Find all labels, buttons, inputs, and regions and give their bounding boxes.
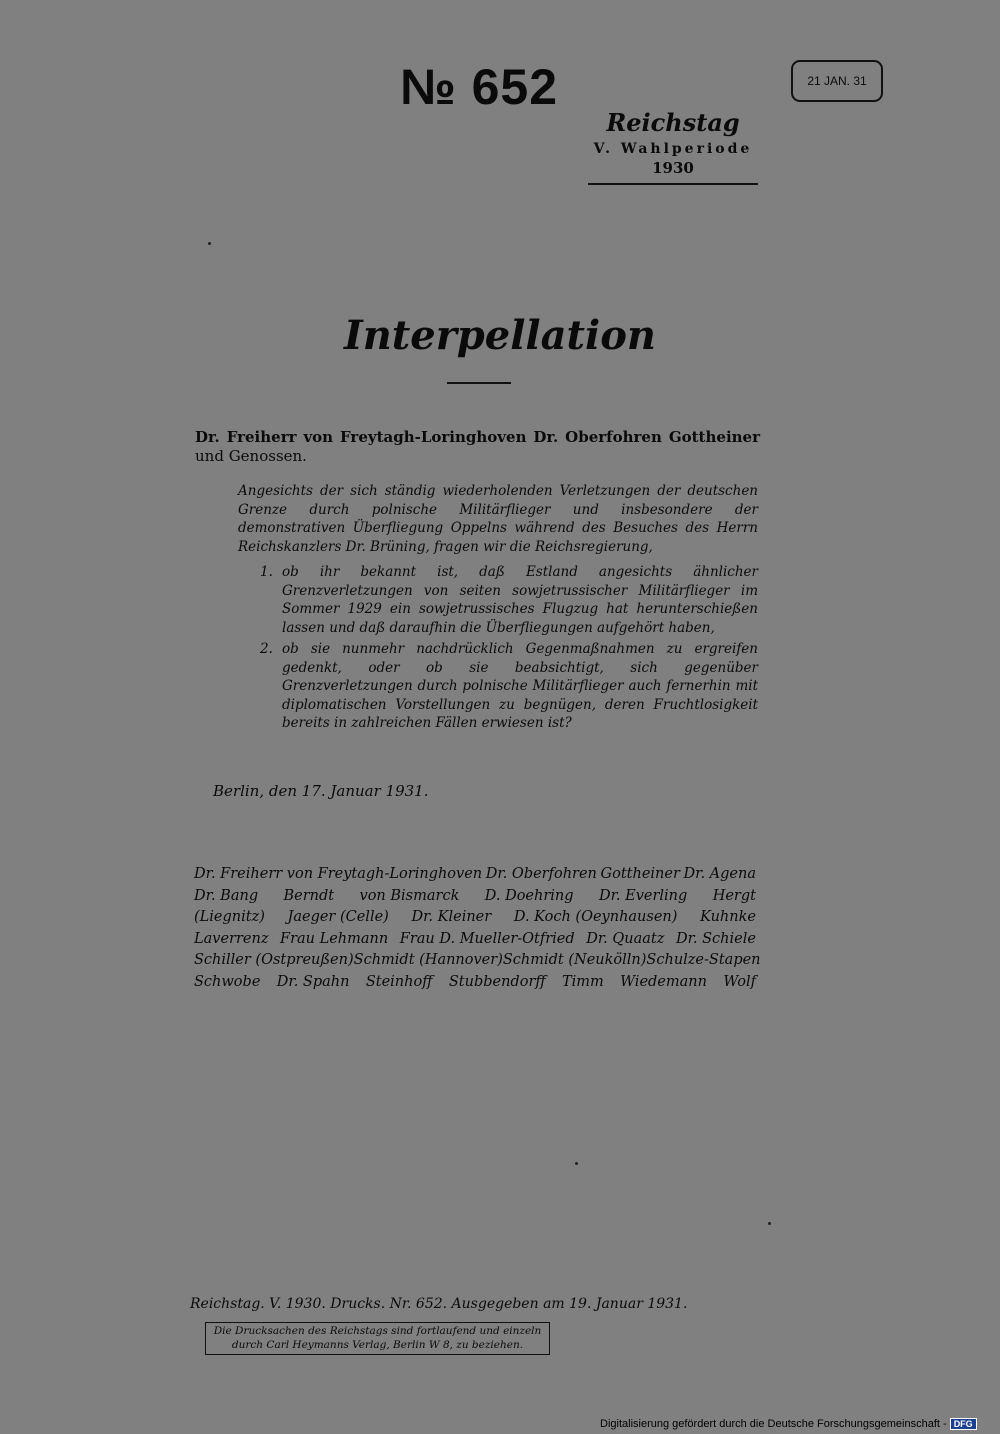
signatory-name: von Bismarck	[359, 887, 460, 904]
question-item	[260, 640, 758, 733]
authors-names: Dr. Freiherr von Freytagh-Loringhoven Dr. Oberfohren Gottheiner	[195, 428, 760, 446]
signatory-name: Berndt	[283, 887, 335, 904]
question-number: 2.	[260, 641, 273, 657]
signatory-name: Wolf	[723, 973, 756, 990]
signatory-name: Laverrenz	[194, 930, 269, 947]
signatory-name: Dr. Kleiner	[411, 909, 492, 925]
signatory-name: (Liegnitz)	[194, 909, 265, 925]
signatory-name: Steinhoff	[365, 973, 433, 990]
document-title: Interpellation	[344, 312, 656, 359]
signatory-name: Dr. Spahn	[276, 973, 350, 990]
question-number: 1.	[260, 564, 273, 580]
stamp-date: 21 JAN. 31	[807, 74, 867, 88]
signatory-name: Dr. Everling	[598, 887, 688, 904]
reichstag-header	[588, 108, 758, 188]
drucksache-number: № 652	[400, 59, 559, 115]
signature-list	[194, 864, 761, 993]
publisher-notice-line: durch Carl Heymanns Verlag, Berlin W 8, zu beziehen.	[231, 1339, 524, 1351]
signatory-name: D. Doehring	[484, 887, 574, 904]
question-text: ob ihr bekannt ist, daß Estland angesichts ähnlicher Grenzverletzungen von seiten sowjetrussischer Militärflieger im Sommer 1929 ein sowjetrussisches Flugzug hat herunterschießen lassen und daß daraufhin die Überfliegungen aufgehört haben,	[282, 564, 758, 636]
signature-row	[194, 972, 756, 994]
signatory-name: D. Koch (Oeynhausen)	[513, 909, 678, 925]
signatory-name: Dr. Bang	[194, 887, 259, 904]
question-item	[260, 563, 758, 637]
digitization-credit	[600, 1418, 977, 1430]
signature-row	[194, 907, 756, 929]
signatory-name: Dr. Schiele	[675, 930, 756, 947]
signatory-name: Kuhnke	[700, 909, 756, 925]
signature-row	[194, 950, 761, 972]
signatory-name: Stubbendorff	[448, 973, 546, 990]
year-label: 1930	[652, 159, 694, 177]
receipt-stamp	[791, 60, 883, 102]
signatory-name: Timm	[562, 973, 604, 990]
scan-speck	[575, 1162, 578, 1165]
signatory-name: Gottheiner	[600, 866, 680, 882]
intro-paragraph: Angesichts der sich ständig wiederholenden Verletzungen der deutschen Grenze durch polnische Militärflieger und insbesondere der demonstrativen Überfliegung Oppelns während des Besuches des Herrn Reichskanzlers Dr. Brüning, fragen wir die Reichsregierung,	[238, 483, 758, 555]
wahlperiode-label: V. Wahlperiode	[593, 141, 753, 157]
credit-text: Digitalisierung gefördert durch die Deutsche Forschungsgemeinschaft -	[600, 1418, 947, 1430]
signatory-name: Jaeger (Celle)	[287, 909, 389, 925]
question-text: ob sie nunmehr nachdrücklich Gegenmaßnahmen zu ergreifen gedenkt, oder ob sie beabsichtigt, sich gegenüber Grenzverletzungen durch polnische Militärflieger auch fernerhin mit diplomatischen Vorstellungen zu begnügen, deren Fruchtlosigkeit bereits in zahlreichen Fällen erwiesen ist?	[282, 641, 758, 731]
signatory-name: Frau Lehmann	[280, 930, 389, 947]
signature-row	[194, 864, 756, 886]
signatory-name: Schmidt (Hannover)	[353, 952, 503, 968]
reichstag-label: Reichstag	[606, 108, 740, 137]
scan-speck	[768, 1222, 771, 1225]
signatory-name: Schmidt (Neukölln)	[502, 952, 647, 968]
signatory-name: Schiller (Ostpreußen)	[194, 952, 354, 968]
signatory-name: Dr. Freiherr von Freytagh-Loringhoven	[194, 866, 483, 882]
signatory-name: Schwobe	[194, 973, 261, 990]
signature-row	[194, 886, 756, 908]
publisher-notice	[205, 1322, 550, 1355]
signatory-name: Wiedemann	[620, 973, 707, 990]
header-rule	[588, 183, 758, 188]
dfg-logo: DFG	[950, 1418, 977, 1430]
authors-rest: und Genossen.	[195, 447, 307, 465]
imprint-line: Reichstag. V. 1930. Drucks. Nr. 652. Ausgegeben am 19. Januar 1931.	[190, 1296, 688, 1312]
authors-line	[195, 428, 760, 466]
publisher-notice-line: Die Drucksachen des Reichstags sind fortlaufend und einzeln	[213, 1325, 542, 1337]
signatory-name: Dr. Agena	[683, 866, 756, 882]
dateline: Berlin, den 17. Januar 1931.	[213, 782, 429, 800]
signatory-name: Dr. Oberfohren	[485, 866, 597, 882]
signatory-name: Frau D. Mueller-Otfried	[399, 930, 575, 947]
signatory-name: Hergt	[712, 887, 756, 904]
scan-speck	[208, 242, 211, 245]
title-divider	[447, 382, 511, 384]
signature-row	[194, 929, 756, 951]
signatory-name: Schulze-Stapen	[646, 952, 761, 968]
signatory-name: Dr. Quaatz	[586, 930, 665, 947]
